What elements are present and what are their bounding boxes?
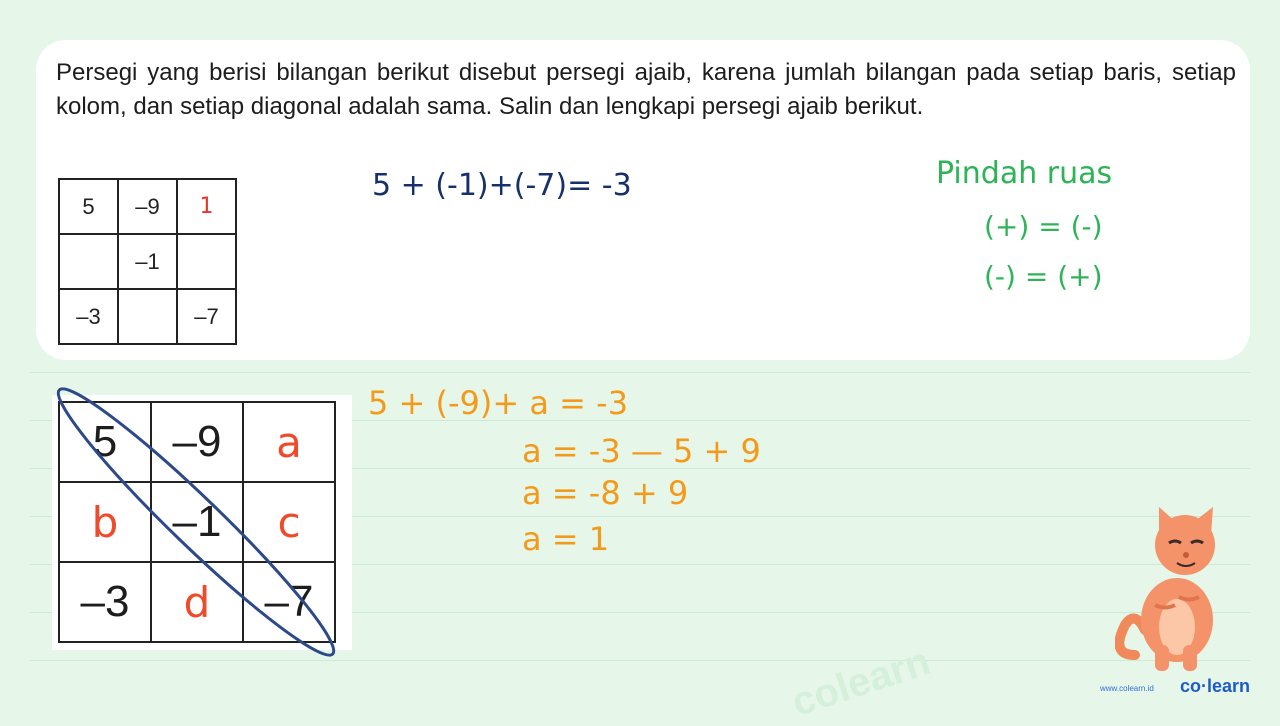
grid-cell: –9 — [118, 179, 177, 234]
grid-cell-variable: b — [59, 482, 151, 562]
bg-line — [30, 660, 1250, 661]
grid-cell: –7 — [243, 562, 335, 642]
step-1: 5 + (-9)+ a = -3 — [368, 384, 629, 422]
grid-cell — [59, 234, 118, 289]
grid-cell — [177, 234, 236, 289]
grid-cell: –1 — [118, 234, 177, 289]
grid-cell: 5 — [59, 179, 118, 234]
grid-cell: 5 — [59, 402, 151, 482]
brand-url: www.colearn.id — [1100, 684, 1154, 693]
cat-mascot-icon — [1115, 505, 1245, 675]
problem-text: Persegi yang berisi bilangan berikut disebut persegi ajaib, karena jumlah bilangan pada setiap baris, setiap kolom, dan setiap diagonal adalah sama. Salin dan lengkapi persegi ajaib berikut. — [56, 59, 1236, 120]
grid-cell-variable: c — [243, 482, 335, 562]
bg-line — [30, 372, 1250, 373]
grid-cell — [118, 289, 177, 344]
step-2: a = -3 — 5 + 9 — [522, 432, 761, 470]
big-magic-square — [58, 401, 336, 643]
grid-cell: –3 — [59, 289, 118, 344]
grid-cell-variable: a — [243, 402, 335, 482]
grid-cell: –3 — [59, 562, 151, 642]
grid-cell: –7 — [177, 289, 236, 344]
diagonal-sum: 5 + (-1)+(-7)= -3 — [372, 168, 632, 203]
note-rule-1: (+) = (-) — [984, 210, 1103, 243]
watermark: colearn — [786, 639, 936, 725]
brand-logo: co·learn — [1180, 676, 1251, 696]
grid-cell: –1 — [151, 482, 243, 562]
grid-cell: –9 — [151, 402, 243, 482]
grid-cell-variable: d — [151, 562, 243, 642]
note-rule-2: (-) = (+) — [984, 260, 1103, 293]
note-title: Pindah ruas — [936, 156, 1113, 191]
small-magic-square — [58, 178, 237, 345]
step-3: a = -8 + 9 — [522, 474, 689, 512]
grid-cell-answer: 1 — [177, 179, 236, 234]
step-4: a = 1 — [522, 520, 610, 558]
